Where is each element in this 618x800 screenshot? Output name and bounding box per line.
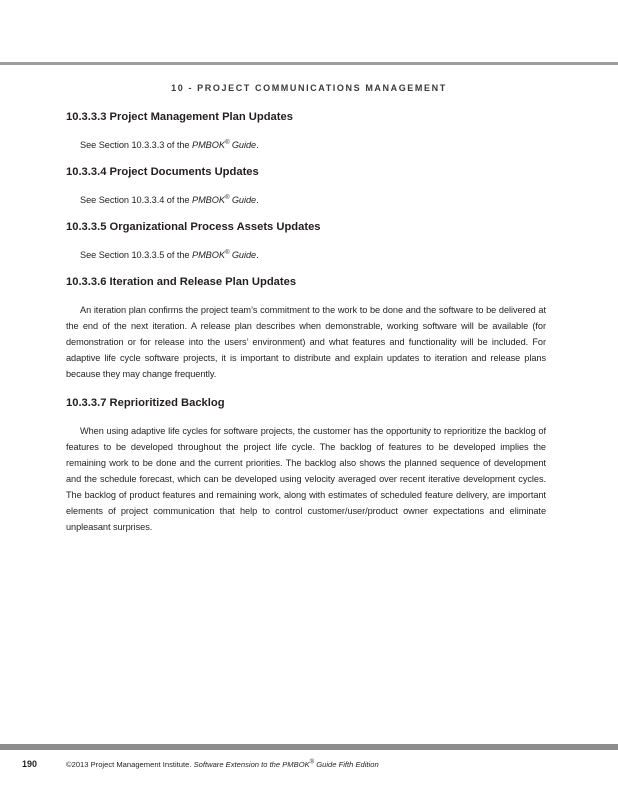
page-number: 190 (22, 759, 38, 769)
publication-title: Software Extension to the PMBOK® Guide Fifth Edition (193, 759, 379, 769)
footer-copyright: ©2013 Project Management Institute. Software Extension to the PMBOK® Guide Fifth Edition (66, 759, 379, 769)
section-heading: 10.3.3.3 Project Management Plan Updates (66, 111, 293, 123)
section-heading: 10.3.3.6 Iteration and Release Plan Updates (66, 276, 297, 288)
section-10-3-3-7 (66, 395, 546, 535)
section-heading: 10.3.3.5 Organizational Process Assets Updates (66, 221, 321, 233)
section-body: See Section 10.3.3.3 of the PMBOK® Guide. (80, 139, 259, 150)
pmbok-reference: PMBOK® Guide (192, 194, 257, 205)
running-header (0, 40, 618, 93)
section-10-3-3-3 (66, 109, 546, 153)
section-body: See Section 10.3.3.4 of the PMBOK® Guide. (80, 194, 259, 205)
section-heading: 10.3.3.4 Project Documents Updates (66, 166, 259, 178)
header-rule (0, 62, 618, 65)
section-body: When using adaptive life cycles for software projects, the customer has the opportunity to reprioritize the backlog of features to be developed throughout the project life cycle. The backlog of features to be developed implies the remaining work to be done and the current priorities. The backlog also shows the planned sequence of development and the schedule forecast, which can be developed using velocity averaged over recent iterative development cycles. The backlog of product features and remaining work, along with estimates of scheduled feature delivery, are important elements of project communication that help to control customer/user/product owner expectations and eliminate unpleasant surprises. (66, 426, 546, 532)
pmbok-reference: PMBOK® Guide (192, 139, 257, 150)
section-body: See Section 10.3.3.5 of the PMBOK® Guide. (80, 249, 259, 260)
page-body (66, 109, 546, 548)
section-body: An iteration plan confirms the project team’s commitment to the work to be done and the software to be delivered at the end of the next iteration. A release plan describes when demonstrable, working software will be available (for demonstration or for release into the users’ environment) and what features and functionality will be included. For adaptive life cycle software projects, it is important to distribute and explain updates to iteration and release plans because they may change frequently. (66, 305, 546, 379)
section-10-3-3-4 (66, 164, 546, 208)
section-10-3-3-5 (66, 219, 546, 263)
pmbok-reference: PMBOK® Guide (192, 249, 257, 260)
section-10-3-3-6 (66, 274, 546, 382)
section-heading: 10.3.3.7 Reprioritized Backlog (66, 397, 225, 409)
footer-rule (0, 744, 618, 750)
chapter-title: 10 - PROJECT COMMUNICATIONS MANAGEMENT (171, 83, 447, 93)
